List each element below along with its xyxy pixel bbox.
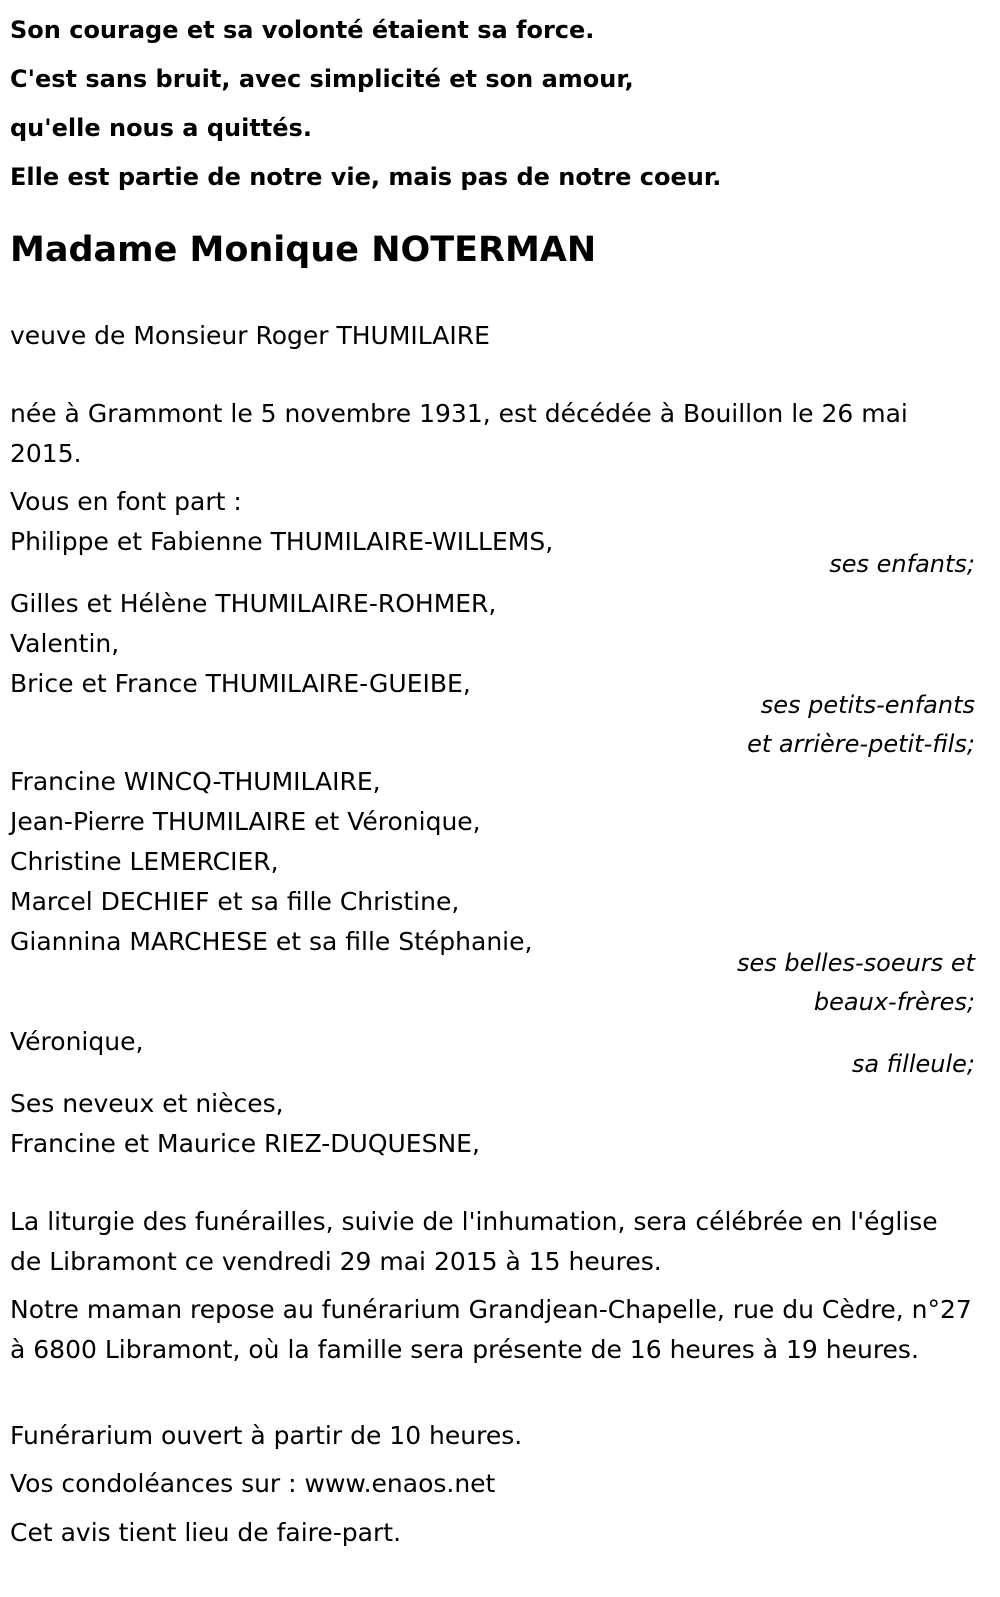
widow-of-line: [10, 316, 975, 356]
relation-label: ses petits-enfants: [760, 691, 975, 719]
obituary-notice: [10, 0, 975, 1547]
relation-in-laws: [10, 944, 975, 1022]
epigraph-line: C'est sans bruit, avec simplicité et son amour,: [10, 65, 634, 93]
funeral-viewing-text: Notre maman repose au funérarium Grandjean-Chapelle, rue du Cèdre, n°27 à 6800 Libramont, où la famille sera présente de 16 heures à 19 heures.: [10, 1295, 972, 1364]
notice-text: Cet avis tient lieu de faire-part.: [10, 1518, 402, 1547]
funerarium-hours: [10, 1416, 975, 1456]
relation-label: ses belles-soeurs et: [736, 949, 975, 977]
relation-label: et arrière-petit-fils;: [747, 730, 975, 758]
family-member: Jean-Pierre THUMILAIRE et Véronique,: [10, 807, 481, 836]
relation-grandchildren: [10, 686, 975, 764]
family-group-in-laws: [10, 762, 975, 962]
family-member: Ses neveux et nièces,: [10, 1089, 284, 1118]
family-group-nephews: [10, 1084, 975, 1164]
birth-death-paragraph: [10, 394, 975, 474]
family-member: Philippe et Fabienne THUMILAIRE-WILLEMS,: [10, 527, 554, 556]
epigraph-line: qu'elle nous a quittés.: [10, 114, 312, 142]
relation-label: ses enfants;: [829, 550, 975, 578]
family-member: Francine et Maurice RIEZ-DUQUESNE,: [10, 1129, 480, 1158]
notice-line: [10, 1513, 975, 1553]
funeral-liturgy-paragraph: [10, 1202, 975, 1282]
announcement-intro-text: Vous en font part :: [10, 487, 242, 516]
funeral-viewing-paragraph: [10, 1290, 975, 1370]
deceased-name: Madame Monique NOTERMAN: [10, 230, 597, 270]
relation-label: sa filleule;: [851, 1050, 975, 1078]
birth-death-text: née à Grammont le 5 novembre 1931, est décédée à Bouillon le 26 mai 2015.: [10, 399, 908, 468]
epigraph: [10, 0, 975, 202]
family-member: Marcel DECHIEF et sa fille Christine,: [10, 887, 460, 916]
funeral-liturgy-text: La liturgie des funérailles, suivie de l'inhumation, sera célébrée en l'église de Libramont ce vendredi 29 mai 2015 à 15 heures.: [10, 1207, 938, 1276]
family-member: Valentin,: [10, 629, 120, 658]
family-member: Gilles et Hélène THUMILAIRE-ROHMER,: [10, 589, 497, 618]
condolences-text: Vos condoléances sur : www.enaos.net: [10, 1469, 496, 1498]
funerarium-hours-text: Funérarium ouvert à partir de 10 heures.: [10, 1421, 523, 1450]
epigraph-line: Elle est partie de notre vie, mais pas de notre coeur.: [10, 163, 722, 191]
family-member: Christine LEMERCIER,: [10, 847, 279, 876]
family-member: Francine WINCQ-THUMILAIRE,: [10, 767, 381, 796]
epigraph-line: Son courage et sa volonté étaient sa force.: [10, 16, 595, 44]
relation-children: [10, 545, 975, 584]
family-member: Brice et France THUMILAIRE-GUEIBE,: [10, 669, 471, 698]
relation-goddaughter: [10, 1045, 975, 1084]
relation-label: beaux-frères;: [813, 988, 975, 1016]
family-member: Giannina MARCHESE et sa fille Stéphanie,: [10, 927, 533, 956]
announcement-intro: [10, 482, 975, 522]
widow-of-text: veuve de Monsieur Roger THUMILAIRE: [10, 321, 490, 350]
condolences-line: [10, 1464, 975, 1504]
family-member: Véronique,: [10, 1027, 144, 1056]
